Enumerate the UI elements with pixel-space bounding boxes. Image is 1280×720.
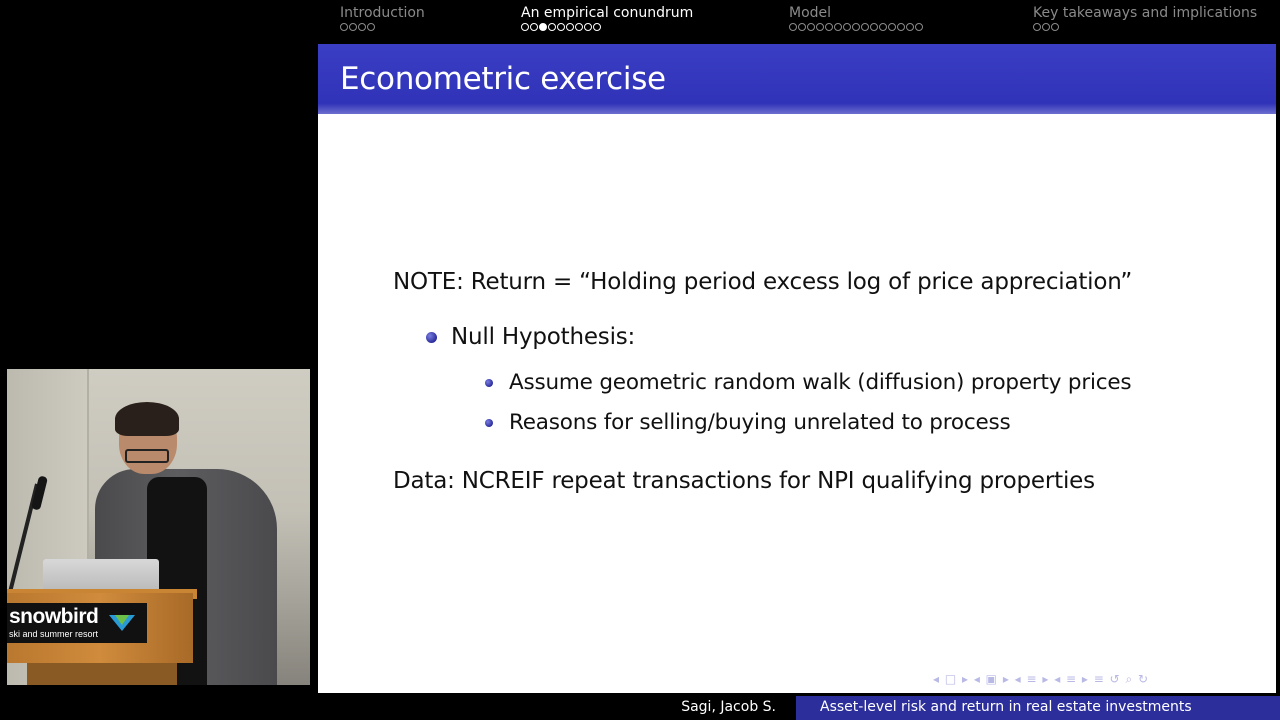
nav-dot[interactable] (530, 23, 538, 31)
nav-dot[interactable] (1042, 23, 1050, 31)
nav-dot[interactable] (843, 23, 851, 31)
snowbird-logo-subtitle: ski and summer resort (9, 629, 99, 639)
sub-bullet-text: Reasons for selling/buying unrelated to process (509, 410, 1011, 435)
nav-dot[interactable] (340, 23, 348, 31)
slide (318, 0, 1276, 693)
speaker-hair (115, 402, 179, 436)
nav-dot[interactable] (915, 23, 923, 31)
nav-dot[interactable] (1051, 23, 1059, 31)
nav-dot[interactable] (807, 23, 815, 31)
sub-bullet-item (485, 370, 1131, 395)
footer-author: Sagi, Jacob S. (681, 699, 776, 715)
nav-dot[interactable] (1033, 23, 1041, 31)
speaker-video (7, 369, 310, 685)
nav-dot[interactable] (834, 23, 842, 31)
footer-title-bar (796, 696, 1280, 720)
bullet-icon (426, 332, 437, 343)
nav-slide-dots[interactable] (521, 23, 693, 31)
nav-slide-dots[interactable] (340, 23, 425, 31)
nav-dot[interactable] (852, 23, 860, 31)
beamer-navigation-symbols[interactable]: ◂ □ ▸ ◂ ▣ ▸ ◂ ≡ ▸ ◂ ≡ ▸ ≡ ↺ ⌕ ↻ (933, 672, 1150, 686)
nav-section-empirical-conundrum[interactable] (521, 5, 693, 31)
nav-section-label: Model (789, 5, 832, 21)
podium-base (27, 663, 177, 685)
nav-dot[interactable] (825, 23, 833, 31)
footer-title: Asset-level risk and return in real estate investments (820, 699, 1192, 715)
nav-section-label: Key takeaways and implications (1033, 5, 1258, 21)
nav-dot[interactable] (906, 23, 914, 31)
nav-dot[interactable] (861, 23, 869, 31)
nav-dot[interactable] (566, 23, 574, 31)
nav-dot[interactable] (367, 23, 375, 31)
bullet-icon (485, 419, 493, 427)
data-line: Data: NCREIF repeat transactions for NPI qualifying properties (393, 468, 1095, 494)
bullet-icon (485, 379, 493, 387)
nav-dot[interactable] (879, 23, 887, 31)
nav-section-key-takeaways[interactable] (1033, 5, 1257, 31)
nav-dot[interactable] (798, 23, 806, 31)
nav-dot[interactable] (358, 23, 366, 31)
nav-section-model[interactable] (789, 5, 923, 31)
section-navigation (318, 0, 1276, 44)
nav-dot[interactable] (557, 23, 565, 31)
nav-slide-dots[interactable] (1033, 23, 1257, 31)
nav-dot[interactable] (816, 23, 824, 31)
nav-section-label: Introduction (340, 5, 425, 21)
nav-section-label: An empirical conundrum (521, 5, 694, 21)
nav-dot[interactable] (789, 23, 797, 31)
nav-dot[interactable] (521, 23, 529, 31)
speaker-glasses (125, 449, 169, 463)
nav-dot[interactable] (888, 23, 896, 31)
nav-dot[interactable] (548, 23, 556, 31)
nav-slide-dots[interactable] (789, 23, 923, 31)
bullet-text: Null Hypothesis: (451, 324, 636, 350)
note-line: NOTE: Return = “Holding period excess log of price appreciation” (393, 269, 1133, 295)
snowbird-logo: snowbird (9, 605, 99, 628)
nav-dot[interactable] (349, 23, 357, 31)
nav-dot-current[interactable] (539, 23, 547, 31)
sub-bullet-item (485, 410, 1011, 435)
nav-dot[interactable] (870, 23, 878, 31)
slide-title: Econometric exercise (340, 61, 666, 97)
nav-dot[interactable] (575, 23, 583, 31)
footer-author-bar (318, 696, 796, 720)
nav-section-introduction[interactable] (340, 5, 425, 31)
sub-bullet-text: Assume geometric random walk (diffusion) property prices (509, 370, 1132, 395)
nav-dot[interactable] (584, 23, 592, 31)
snowbird-logo-mark-inner-icon (115, 615, 129, 625)
nav-dot[interactable] (897, 23, 905, 31)
slide-title-bar (318, 44, 1276, 114)
laptop (43, 559, 159, 593)
nav-dot[interactable] (593, 23, 601, 31)
bullet-item (426, 324, 635, 350)
